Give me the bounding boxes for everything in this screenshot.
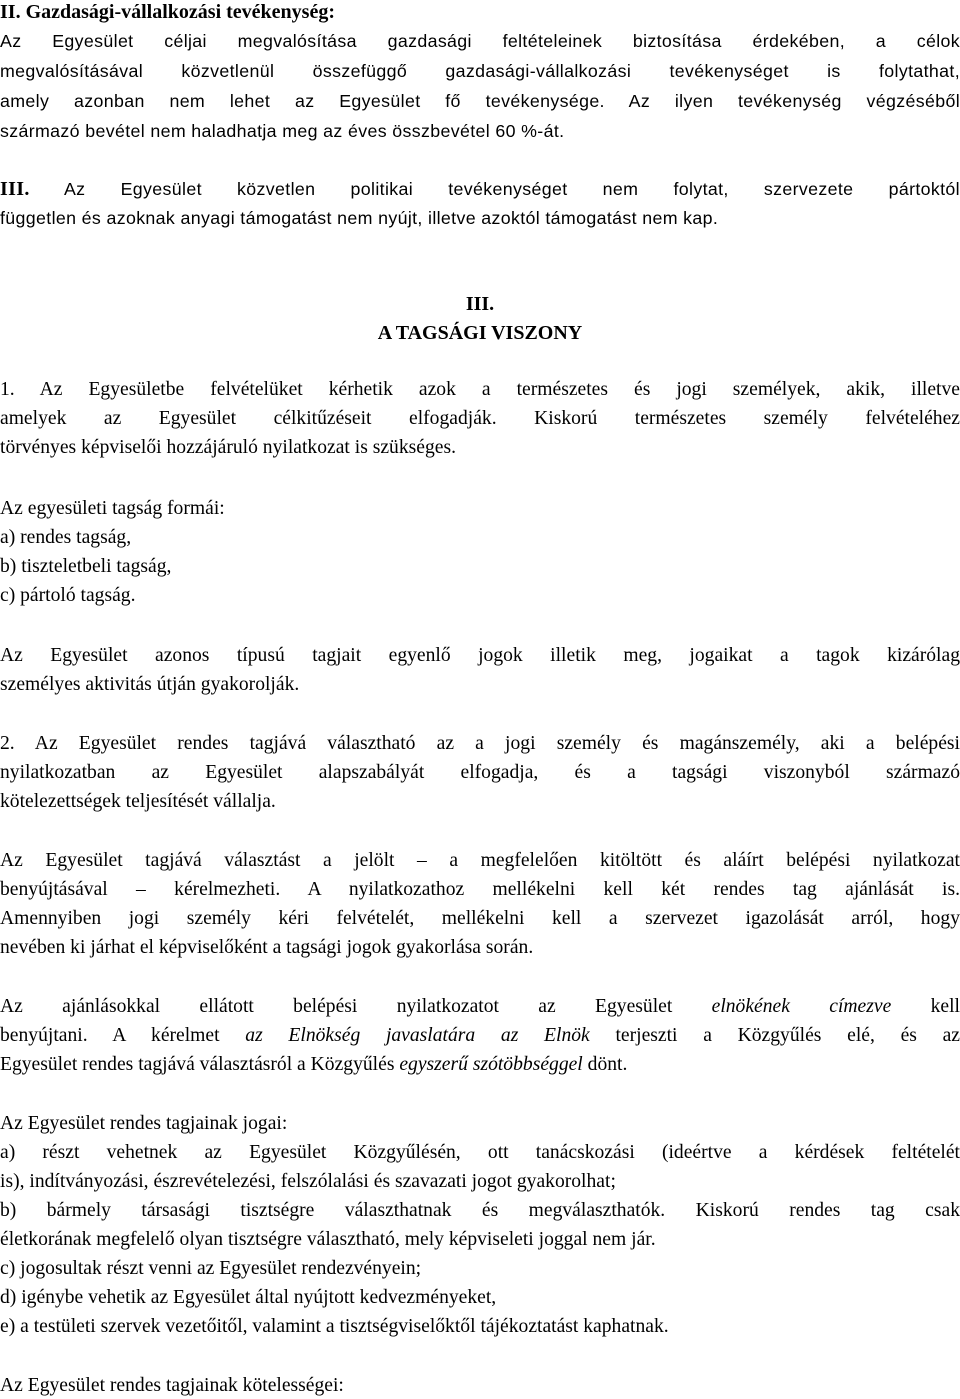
paragraph-line: 1. Az Egyesületbe felvételüket kérhetik azok a természetes és jogi személyek, akik, illetve xyxy=(0,379,960,400)
paragraph-line: személyes aktivitás útján gyakorolják. xyxy=(0,674,300,695)
text-run: benyújtani. A kérelmet xyxy=(0,1025,246,1046)
text-run: kell xyxy=(891,996,960,1017)
paragraph-line: 2. Az Egyesület rendes tagjává választható az a jogi személy és magánszemély, aki a belépési xyxy=(0,733,960,754)
italic-run: egyszerű szótöbbséggel xyxy=(399,1054,583,1075)
paragraph-line: független és azoknak anyagi támogatást nem nyújt, illetve azoktól támogatást nem kap. xyxy=(0,208,719,228)
section-text: Az Egyesület közvetlen politikai tevékenységet nem folytat, szervezete pártoktól xyxy=(63,179,960,199)
list-intro: Az Egyesület rendes tagjainak kötelességei: xyxy=(0,1375,344,1396)
text-run: terjeszti a Közgyűlés elé, és az xyxy=(589,1025,960,1046)
paragraph-line: megvalósításával közvetlenül összefüggő gazdasági-vállalkozási tevékenységet is folytathat, xyxy=(0,61,960,81)
chapter-title: A TAGSÁGI VISZONY xyxy=(377,322,583,344)
paragraph-line: Amennyiben jogi személy kéri felvételét, mellékelni kell a szervezet igazolását arról, hogy xyxy=(0,908,960,929)
list-item: életkorának megfelelő olyan tisztségre választható, mely képviseleti joggal nem jár. xyxy=(0,1229,656,1250)
list-item: is), indítványozási, észrevételezési, felszólalási és szavazati jogot gyakorolhat; xyxy=(0,1171,616,1192)
paragraph-line: Az Egyesület tagjává választást a jelölt – a megfelelően kitöltött és aláírt belépési nyilatkozat xyxy=(0,850,960,871)
paragraph-line: benyújtásával – kérelmezheti. A nyilatkozathoz mellékelni kell két rendes tag ajánlását is. xyxy=(0,879,960,900)
text-run: dönt. xyxy=(582,1054,628,1075)
paragraph-line: nyilatkozatban az Egyesület alapszabályát elfogadja, és a tagsági viszonyból származó xyxy=(0,762,960,783)
list-intro: Az egyesületi tagság formái: xyxy=(0,498,225,519)
section-heading: II. Gazdasági-vállalkozási tevékenység: xyxy=(0,1,335,23)
list-item: b) bármely társasági tisztségre választhatnak és megválaszthatók. Kiskorú rendes tag csak xyxy=(0,1200,960,1221)
paragraph-line: Az Egyesület céljai megvalósítása gazdasági feltételeinek biztosítása érdekében, a célok xyxy=(0,31,960,51)
italic-run: elnökének címezve xyxy=(711,996,892,1017)
paragraph-line xyxy=(0,1052,960,1078)
list-item: a) részt vehetnek az Egyesület Közgyűlésén, ott tanácskozási (ideértve a kérdések feltételét xyxy=(0,1142,960,1163)
list-item: c) jogosultak részt venni az Egyesület rendezvényein; xyxy=(0,1258,422,1279)
italic-run: az Elnökség javaslatára az Elnök xyxy=(245,1025,590,1046)
paragraph-line: kötelezettségek teljesítését vállalja. xyxy=(0,791,276,812)
paragraph-line xyxy=(0,176,960,202)
list-item: c) pártoló tagság. xyxy=(0,585,136,606)
list-item: d) igénybe vehetik az Egyesület által nyújtott kedvezményeket, xyxy=(0,1287,497,1308)
paragraph-line: amely azonban nem lehet az Egyesület fő tevékenysége. Az ilyen tevékenység végzéséből xyxy=(0,91,960,111)
paragraph-line: amelyek az Egyesület célkitűzéseit elfogadják. Kiskorú természetes személy felvételéhez xyxy=(0,408,960,429)
section-label: III. xyxy=(0,178,30,200)
list-item: e) a testületi szervek vezetőitől, valamint a tisztségviselőktől tájékoztatást kaphatnak. xyxy=(0,1316,669,1337)
paragraph-line: Az Egyesület azonos típusú tagjait egyenlő jogok illetik meg, jogaikat a tagok kizárólag xyxy=(0,645,960,666)
paragraph-line: származó bevétel nem haladhatja meg az éves összbevétel 60 %-át. xyxy=(0,121,565,141)
list-item: a) rendes tagság, xyxy=(0,527,132,548)
text-run: Az ajánlásokkal ellátott belépési nyilatkozatot az Egyesület xyxy=(0,996,712,1017)
chapter-number: III. xyxy=(465,293,495,315)
list-item: b) tiszteletbeli tagság, xyxy=(0,556,172,577)
paragraph-line xyxy=(0,1023,960,1049)
paragraph-line: törvényes képviselői hozzájáruló nyilatkozat is szükséges. xyxy=(0,437,456,458)
text-run: Egyesület rendes tagjává választásról a Közgyűlés xyxy=(0,1054,400,1075)
paragraph-line: nevében ki járhat el képviselőként a tagsági jogok gyakorlása során. xyxy=(0,937,534,958)
paragraph-line xyxy=(0,994,960,1020)
list-intro: Az Egyesület rendes tagjainak jogai: xyxy=(0,1113,288,1134)
